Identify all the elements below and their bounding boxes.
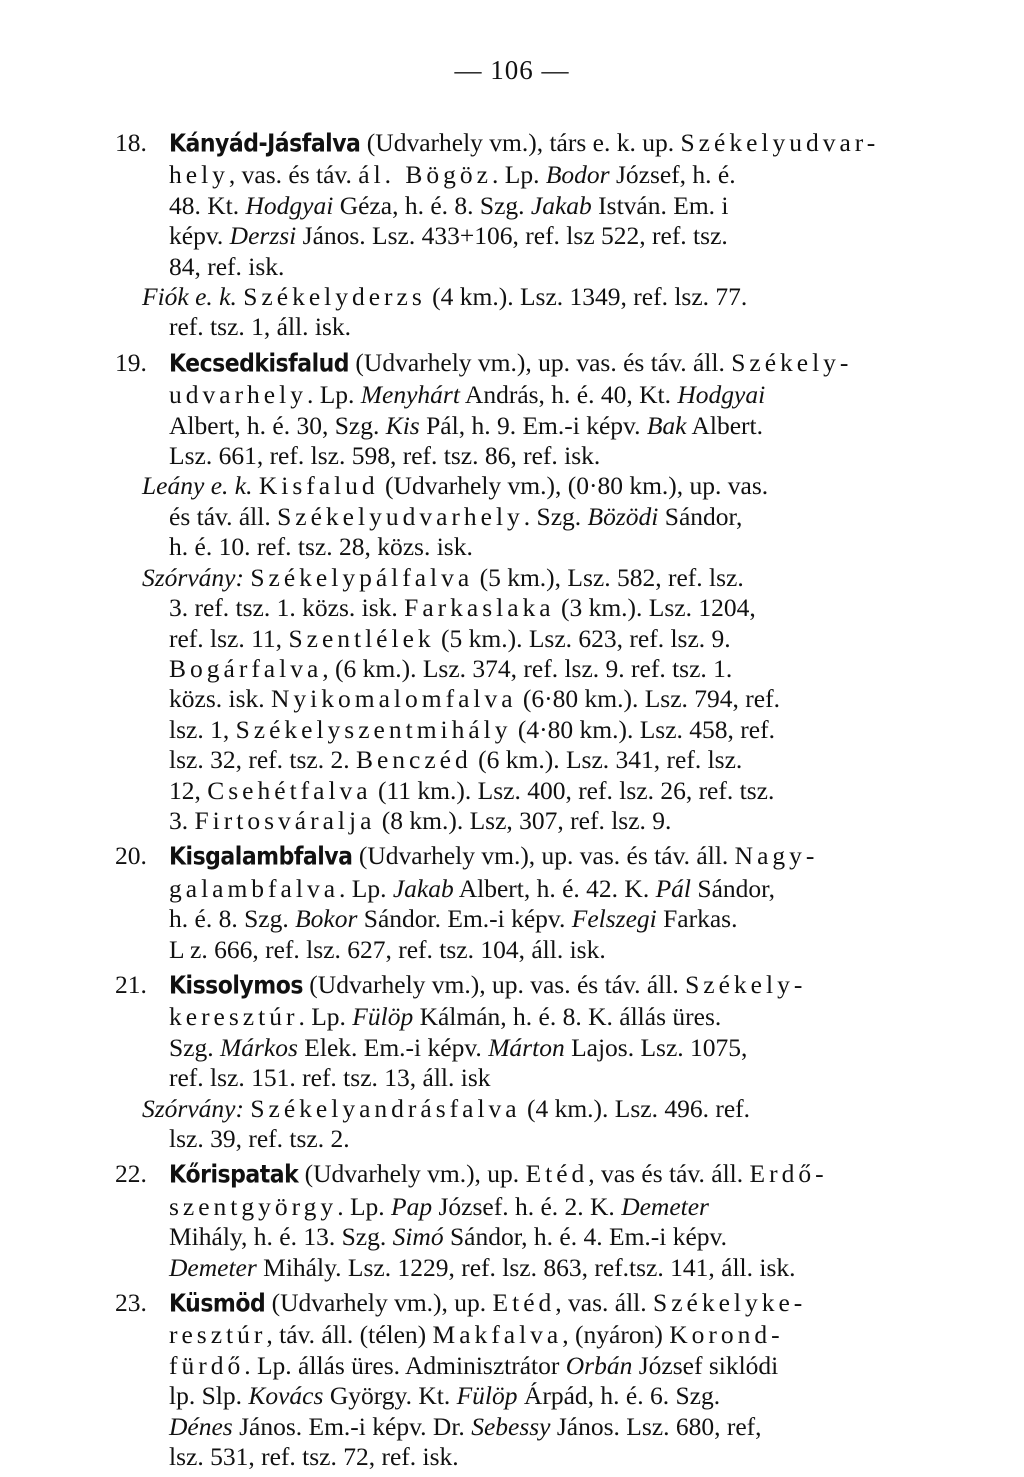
spaced-place-name: Székelyandrásfalva (250, 1093, 521, 1123)
text-run: 3. (169, 805, 195, 835)
spaced-place-name: Etéd (525, 1159, 589, 1189)
person-surname: Jakab (530, 190, 592, 220)
text-run: (Udvarhely vm.), (0·80 km.), up. vas. (378, 471, 769, 501)
text-line (115, 1320, 930, 1350)
text-line (115, 471, 930, 501)
text-run: 48. Kt. (169, 190, 246, 220)
spaced-place-name: hely (169, 160, 229, 190)
directory-entry (115, 1288, 930, 1472)
person-surname: Felszegi (571, 904, 657, 934)
person-surname: Szórvány: (142, 1093, 244, 1123)
text-run: lsz. 1, (169, 714, 236, 744)
text-run: (6·80 km.). Lsz. 794, ref. (516, 684, 780, 714)
text-line (115, 411, 930, 441)
text-line (115, 1063, 930, 1093)
spaced-place-name: Szentlélek (288, 623, 435, 653)
text-line (115, 563, 930, 593)
spaced-place-name: Nyikomalomfalva (271, 684, 517, 714)
text-run: képv. (169, 221, 230, 251)
text-line (115, 1124, 930, 1154)
text-run: György. Kt. (323, 1381, 457, 1411)
text-run: lsz. 531, ref. tsz. 72, ref. isk. (169, 1442, 459, 1472)
text-run: L z. 666, ref. lsz. 627, ref. tsz. 104, áll. isk. (169, 934, 606, 964)
person-surname: Kovács (248, 1381, 324, 1411)
text-line (115, 1033, 930, 1063)
text-line (115, 282, 930, 312)
spaced-place-name: udvarhely (169, 380, 307, 410)
spaced-place-name: galambfalva (169, 873, 340, 903)
text-run: , vas. és táv. (228, 160, 359, 190)
text-run: h. é. 8. Szg. (169, 904, 296, 934)
text-run: Szg. (169, 1032, 220, 1062)
text-line (115, 1159, 930, 1191)
text-run: István. Em. i (591, 190, 729, 220)
person-surname: Sebessy (471, 1411, 551, 1441)
text-run: , (nyáron) (562, 1320, 670, 1350)
person-surname: Fiók e. k. (142, 282, 237, 312)
spaced-place-name: Székelyudvarhely (277, 501, 524, 531)
text-line (115, 1222, 930, 1252)
text-run: József siklódi (632, 1350, 779, 1380)
text-run: Lajos. Lsz. 1075, (564, 1032, 748, 1062)
spaced-place-name: keresztúr (169, 1002, 299, 1032)
entry-number: 23. (115, 1288, 147, 1318)
text-line (115, 191, 930, 221)
text-run: ref. lsz. 11, (169, 623, 289, 653)
text-run: (4·80 km.). Lsz. 458, ref. (511, 714, 775, 744)
text-line (115, 745, 930, 775)
text-line (115, 221, 930, 251)
person-surname: Márton (488, 1032, 565, 1062)
spaced-place-name: Farkaslaka (404, 593, 555, 623)
person-surname: Márkos (220, 1032, 298, 1062)
spaced-place-name: Nagy- (734, 841, 819, 871)
person-surname: Demeter (169, 1252, 257, 1282)
text-run: és táv. áll. (169, 501, 278, 531)
text-line (115, 441, 930, 471)
text-run: Elek. Em.-i képv. (297, 1032, 489, 1062)
spaced-place-name: Székelyderzs (243, 282, 426, 312)
person-surname: Demeter (621, 1191, 709, 1221)
text-run: , (6 km.). Lsz. 374, ref. lsz. 9. ref. tsz. 1. (322, 653, 733, 683)
text-run: Mihály, h. é. 13. Szg. (169, 1222, 393, 1252)
directory-entry (115, 128, 930, 343)
person-surname: Hodgyai (245, 190, 334, 220)
text-run: . Lp. állás üres. Adminisztrátor (244, 1350, 566, 1380)
text-run: . Lp. (492, 160, 546, 190)
person-surname: Pap (391, 1191, 433, 1221)
text-line (115, 684, 930, 714)
text-line (115, 532, 930, 562)
text-run: (Udvarhely vm.), up. (265, 1288, 493, 1318)
person-surname: Bokor (295, 904, 358, 934)
place-name: Küsmöd (169, 1290, 266, 1319)
text-run: Farkas. (656, 904, 738, 934)
text-run: . Lp. (306, 380, 361, 410)
text-run: (Udvarhely vm.), up. vas. és táv. áll. (349, 347, 732, 377)
directory-entry (115, 348, 930, 837)
text-run: (5 km.). Lsz. 623, ref. lsz. 9. (434, 623, 731, 653)
text-run: József. h. é. 2. K. (432, 1191, 622, 1221)
person-surname: Dénes (169, 1411, 233, 1441)
text-line (115, 1253, 930, 1283)
spaced-place-name: Etéd (492, 1288, 556, 1318)
spaced-place-name: Székelyudvar- (680, 128, 880, 157)
text-line (115, 348, 930, 380)
text-run: Albert. (686, 410, 764, 440)
text-line (115, 654, 930, 684)
person-surname: Derzsi (229, 221, 297, 251)
place-name: Kisgalambfalva (169, 843, 353, 872)
person-surname: Bodor (545, 160, 610, 190)
text-run: 12, (169, 775, 208, 805)
person-surname: Szórvány: (142, 562, 244, 592)
text-run: Albert, h. é. 30, Szg. (169, 410, 386, 440)
text-line (115, 1002, 930, 1032)
text-line (115, 252, 930, 282)
text-run: András, h. é. 40, Kt. (459, 380, 678, 410)
spaced-place-name: Székely- (685, 969, 807, 999)
entry-number: 21. (115, 969, 147, 999)
place-name: Kőrispatak (169, 1161, 299, 1190)
text-run: (3 km.). Lsz. 1204, (554, 593, 756, 623)
text-run: ref. lsz. 151. ref. tsz. 13, áll. isk (169, 1063, 491, 1093)
text-run: (4 km.). Lsz. 1349, ref. lsz. 77. (425, 282, 748, 312)
person-surname: Simó (392, 1222, 444, 1252)
text-run: Sándor. Em.-i képv. (357, 904, 572, 934)
text-run: János. Lsz. 680, ref, (550, 1411, 762, 1441)
text-run: Árpád, h. é. 6. Szg. (517, 1381, 721, 1411)
text-run: 84, ref. isk. (169, 251, 285, 281)
text-run: János. Lsz. 433+106, ref. lsz 522, ref. tsz. (296, 221, 728, 251)
spaced-place-name: ál. Bögöz (358, 160, 492, 190)
text-run: (Udvarhely vm.), up. vas. és táv. áll. (302, 969, 686, 999)
person-surname: Orbán (565, 1350, 633, 1380)
spaced-place-name: Makfalva (432, 1320, 563, 1350)
text-line (115, 1288, 930, 1320)
text-line (115, 502, 930, 532)
entry-number: 19. (115, 347, 147, 377)
spaced-place-name: Benczéd (355, 745, 472, 775)
text-run: , vas. áll. (555, 1288, 654, 1318)
text-line (115, 624, 930, 654)
spaced-place-name: Székely- (731, 347, 853, 377)
text-run: Kálmán, h. é. 8. K. állás üres. (413, 1002, 722, 1032)
text-run: (4 km.). Lsz. 496. ref. (520, 1093, 751, 1123)
directory-entry (115, 1159, 930, 1283)
text-run: Géza, h. é. 8. Szg. (333, 190, 531, 220)
text-run: Albert, h. é. 42. K. (453, 873, 656, 903)
text-line (115, 380, 930, 410)
text-line (115, 1351, 930, 1381)
spaced-place-name: fürdő (169, 1350, 245, 1380)
spaced-place-name: szentgyörgy (169, 1191, 338, 1221)
spaced-place-name: resztúr (169, 1320, 267, 1350)
text-line (115, 160, 930, 190)
text-line (115, 1412, 930, 1442)
person-surname: Bak (646, 410, 687, 440)
directory-entry (115, 841, 930, 965)
spaced-place-name: Erdő- (749, 1159, 828, 1189)
text-run: . Szg. (523, 501, 588, 531)
spaced-place-name: Korond- (669, 1320, 784, 1350)
text-run: József, h. é. (609, 160, 736, 190)
text-run: Mihály. Lsz. 1229, ref. lsz. 863, ref.tsz. 141, áll. isk. (256, 1252, 796, 1282)
spaced-place-name: Székelypálfalva (250, 562, 474, 592)
text-line (115, 970, 930, 1002)
entry-number: 18. (115, 128, 147, 157)
text-line (115, 904, 930, 934)
text-run: , táv. áll. (télen) (266, 1320, 433, 1350)
person-surname: Leány e. k. (142, 471, 253, 501)
text-run: (Udvarhely vm.), up. (298, 1159, 526, 1189)
spaced-place-name: Székelyszentmihály (235, 714, 512, 744)
spaced-place-name: Bogárfalva (169, 653, 323, 683)
text-run: Sándor, (658, 501, 743, 531)
person-surname: Jakab (392, 873, 454, 903)
text-run: lsz. 32, ref. tsz. 2. (169, 745, 356, 775)
text-run: (Udvarhely vm.), up. vas. és táv. áll. (352, 841, 735, 871)
text-run: Pál, h. 9. Em.-i képv. (419, 410, 647, 440)
text-line (115, 935, 930, 965)
entry-number: 22. (115, 1159, 147, 1189)
text-line (115, 1094, 930, 1124)
place-name: Kányád-Jásfalva (169, 130, 361, 159)
person-surname: Bözödi (587, 501, 659, 531)
spaced-place-name: Firtosváralja (194, 805, 376, 835)
text-run: (8 km.). Lsz, 307, ref. lsz. 9. (375, 805, 672, 835)
text-line (115, 806, 930, 836)
text-line (115, 1192, 930, 1222)
text-run: (Udvarhely vm.), társ e. k. up. (360, 128, 681, 157)
person-surname: Fülöp (456, 1381, 518, 1411)
person-surname: Kis (385, 410, 420, 440)
directory-text (115, 128, 930, 1477)
text-line (115, 1442, 930, 1472)
text-line (115, 312, 930, 342)
text-run: . Lp. (339, 873, 393, 903)
text-run: közs. isk. (169, 684, 271, 714)
text-run: (6 km.). Lsz. 341, ref. lsz. (471, 745, 743, 775)
person-surname: Hodgyai (677, 380, 766, 410)
text-line (115, 128, 930, 160)
text-run: . Lp. (298, 1002, 353, 1032)
text-run: Lsz. 661, ref. lsz. 598, ref. tsz. 86, ref. isk. (169, 441, 601, 471)
spaced-place-name: Székelyke- (653, 1288, 807, 1318)
text-line (115, 1381, 930, 1411)
text-run: János. Em.-i képv. Dr. (232, 1411, 472, 1441)
spaced-place-name: Csehétfalva (207, 775, 372, 805)
place-name: Kissolymos (169, 972, 303, 1001)
person-surname: Pál (655, 873, 692, 903)
person-surname: Menyhárt (360, 380, 460, 410)
text-run: Sándor, (691, 873, 776, 903)
text-line (115, 715, 930, 745)
person-surname: Fülöp (352, 1002, 414, 1032)
text-line (115, 776, 930, 806)
directory-entry (115, 970, 930, 1154)
text-line (115, 593, 930, 623)
text-line (115, 874, 930, 904)
text-run: , vas és táv. áll. (588, 1159, 750, 1189)
page-number: — 106 — (454, 55, 570, 85)
text-run: Sándor, h. é. 4. Em.-i képv. (443, 1222, 728, 1252)
spaced-place-name: Kisfalud (258, 471, 379, 501)
text-run: (5 km.), Lsz. 582, ref. lsz. (473, 562, 744, 592)
text-line (115, 841, 930, 873)
text-run: (11 km.). Lsz. 400, ref. lsz. 26, ref. tsz. (371, 775, 775, 805)
place-name: Kecsedkisfalud (169, 350, 350, 379)
text-run: h. é. 10. ref. tsz. 28, közs. isk. (169, 532, 473, 562)
text-run: lsz. 39, ref. tsz. 2. (169, 1124, 350, 1153)
text-run: lp. Slp. (169, 1381, 249, 1411)
text-run: . Lp. (337, 1191, 392, 1221)
text-run: ref. tsz. 1, áll. isk. (169, 312, 351, 342)
entry-number: 20. (115, 841, 147, 871)
text-run: 3. ref. tsz. 1. közs. isk. (169, 593, 405, 623)
